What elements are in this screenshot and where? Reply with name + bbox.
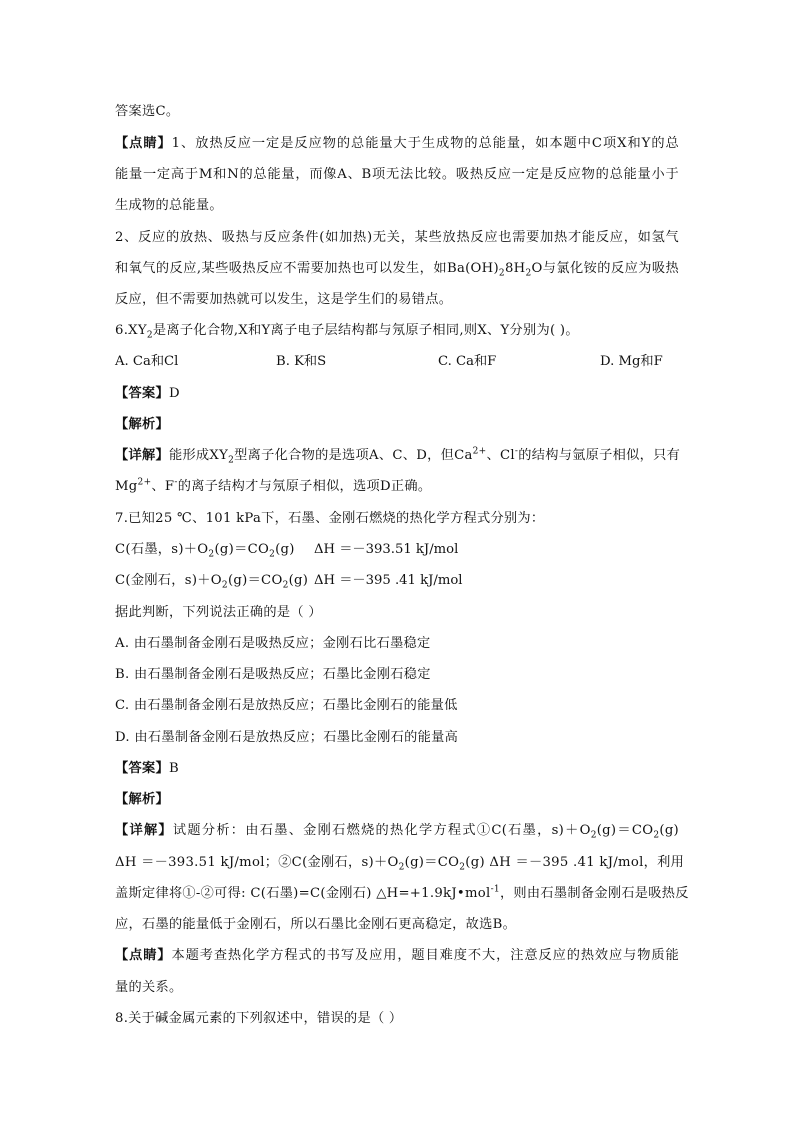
q7-detail-line-1: 【详解】试题分析：由石墨、金刚石燃烧的热化学方程式①C(石墨，$s)+O_2(g)=CO_2(g)$ [115, 823, 680, 841]
q7-option-d: D. 由石墨制备金刚石是放热反应；石墨比金刚石的能量高 [115, 730, 459, 745]
q6-option-d: D. Mg和F [600, 354, 663, 369]
tip2-line-3: 反应，但不需要加热就可以发生，这是学生们的易错点。 [115, 292, 453, 307]
q7-answer: 【答案】B [115, 761, 179, 776]
q7-option-b: B. 由石墨制备金刚石是吸热反应；石墨比金刚石稳定 [115, 667, 431, 682]
q7-detail-line-4: 应，石墨的能量低于金刚石，所以石墨比金刚石更高稳定，故选B。 [115, 917, 517, 932]
q7-detail-line-2: ΔH ＝－393.51 kJ/mol；②C(金刚石，$s)+O_2(g)=CO_2(g)$ ΔH ＝－395 .41 kJ/mol，利用 [115, 855, 685, 873]
q6-analysis-label: 【解析】 [115, 417, 169, 432]
question-6: $6.XY_2$是离子化合物,X和Y离子电子层结构都与氖原子相同,则X、Y分别为( )。 [115, 323, 579, 341]
tip-line-1: 【点睛】1、放热反应一定是反应物的总能量大于生成物的总能量，如本题中C项X和Y的总 [115, 136, 679, 151]
question-8: 8.关于碱金属元素的下列叙述中，错误的是（ ） [115, 1011, 403, 1026]
q7-equation-2: C(金刚石，$s)+O_2(g)=CO_2(g)$ [115, 573, 309, 591]
answer-line: 答案选C。 [115, 104, 180, 119]
q7-detail-line-3: 盖斯定律将①-②可得: C(石墨)=C(金刚石) △H=+1.9kJ•mol$^{-1}$，则由石墨制备金刚石是吸热反 [115, 884, 689, 901]
tip-line-3: 生成物的总能量。 [115, 198, 223, 213]
tip2-line-1: 2、反应的放热、吸热与反应条件(如加热)无关，某些放热反应也需要加热才能反应，如氢气 [115, 230, 679, 245]
q7-equation-1-dh: ΔH ＝－393.51 kJ/mol [314, 542, 459, 557]
q7-option-a: A. 由石墨制备金刚石是吸热反应；金刚石比石墨稳定 [115, 636, 431, 651]
q6-option-a: A. Ca和Cl [115, 354, 179, 369]
question-7: 7.已知25 ℃、101 kPa下，石墨、金刚石燃烧的热化学方程式分别为： [115, 511, 545, 526]
q7-analysis-label: 【解析】 [115, 792, 169, 807]
q6-detail-line-1: 【详解】能形成$XY_2$型离子化合物的是选项A、C、D，但$Ca^{2+}$、Cl-的结构与氩原子相似，只有 [115, 446, 681, 466]
tip3-line-1: 【点睛】本题考查热化学方程式的书写及应用，题目难度不大，注意反应的热效应与物质能 [115, 948, 680, 963]
q6-detail-line-2: $Mg^{2+}$、F-的离子结构才与氖原子相似，选项D正确。 [115, 477, 432, 494]
q6-option-b: B. K和S [276, 354, 327, 369]
q6-answer: 【答案】D [115, 386, 180, 401]
q7-question: 据此判断，下列说法正确的是（ ） [115, 605, 322, 620]
q7-equation-2-dh: ΔH ＝－395 .41 kJ/mol [314, 573, 463, 588]
tip-line-2: 能量一定高于M和N的总能量，而像A、B项无法比较。吸热反应一定是反应物的总能量小于 [115, 167, 679, 182]
tip2-line-2: 和氧气的反应,某些吸热反应不需要加热也可以发生，如$Ba(OH)_28H_2O$与氯化铵的反应为吸热 [115, 261, 679, 279]
q6-option-c: C. Ca和F [438, 354, 497, 369]
q7-option-c: C. 由石墨制备金刚石是放热反应；石墨比金刚石的能量低 [115, 698, 458, 713]
q7-equation-1: C(石墨，$s)+O_2(g)=CO_2(g)$ [115, 542, 295, 560]
tip3-line-2: 量的关系。 [115, 980, 183, 995]
